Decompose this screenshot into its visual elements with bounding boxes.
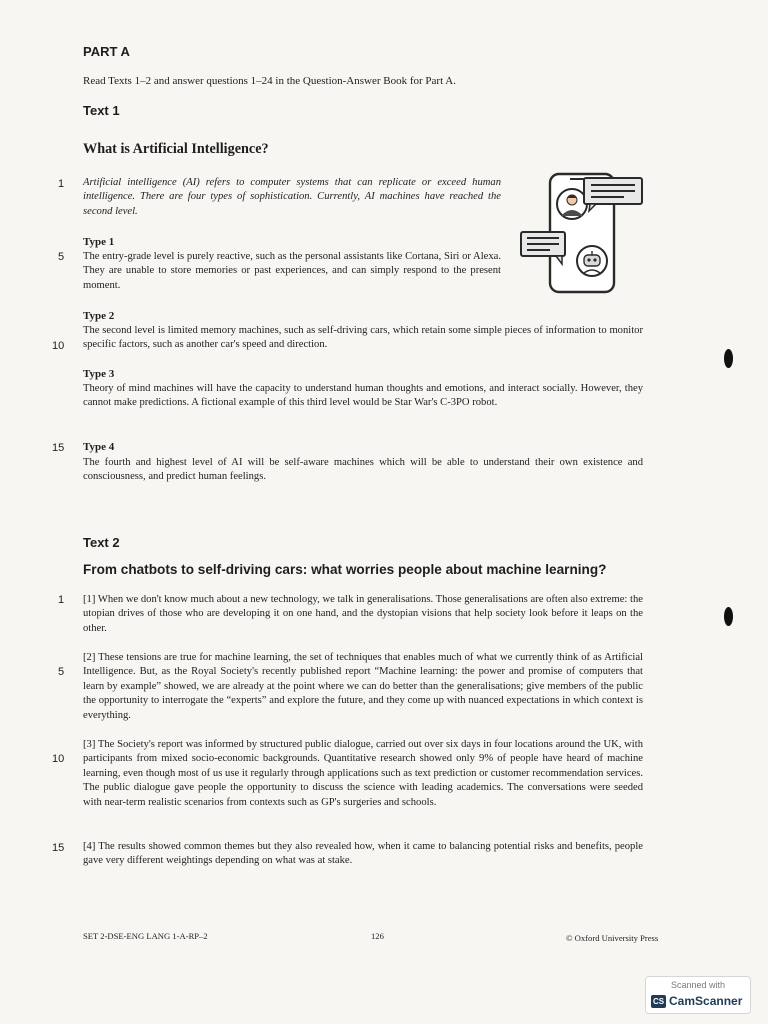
text2-line-number: 5 <box>58 666 65 678</box>
text2-paragraph-3: [3] The Society's report was informed by structured public dialogue, carried out over six days in four locations around the UK, with participants from mixed socio-economic backgrounds. Quantitative research showed only 9% of people have heard of machine learning, even though most of us use it regularly through applications such as text prediction or customer recommendation services. The public dialogue gave people the opportunity to discuss the science with leading academics. The conversations were seeded with near-term realistic scenarios from contexts such as GP's surgeries and schools. <box>83 739 643 808</box>
scanned-with-caption: Scanned with <box>670 980 726 990</box>
instructions: Read Texts 1–2 and answer questions 1–24 in the Question-Answer Book for Part A. <box>83 75 456 87</box>
type1-text: The entry-grade level is purely reactive, such as the personal assistants like Cortana, Siri or Alexa. They are unable to store memories or past experiences, and can simply respond to the present moment. <box>83 251 501 291</box>
punch-hole <box>724 607 733 626</box>
text2-paragraph-2: [2] These tensions are true for machine learning, the set of techniques that enables much of what we currently think of as Artificial Intelligence. But, as the Royal Society's recently published report “Machine learning: the power and promise of computers that learn by example” showed, we are already at the point where we can do better than the generalisations; give members of the public the opportunity to interrogate the “experts” and explore the future, and they come up with nuanced expectations in which context is everything. <box>83 652 643 721</box>
type3-label: Type 3 <box>83 368 115 380</box>
text2-line-number: 15 <box>52 842 65 854</box>
text1-label: Text 1 <box>83 103 120 118</box>
text1-line-number: 15 <box>52 442 65 454</box>
punch-hole <box>724 349 733 368</box>
type2-text: The second level is limited memory machines, such as self-driving cars, which retain some simple pieces of information to monitor specific factors, such as another car's speed and direction. <box>83 325 643 351</box>
text2-title: From chatbots to self-driving cars: what worries people about machine learning? <box>83 562 607 577</box>
type4-label: Type 4 <box>83 441 115 453</box>
footer-code: SET 2-DSE-ENG LANG 1-A-RP–2 <box>83 931 208 941</box>
text2-paragraph-4: [4] The results showed common themes but they also revealed how, when it came to balancing potential risks and benefits, people gave very different weightings depending on what was at stake. <box>83 841 643 867</box>
part-title: PART A <box>83 44 130 59</box>
text1-intro: Artificial intelligence (AI) refers to computer systems that can replicate or exceed human intelligence. There are four types of sophistication. Currently, AI machines have reached the second level. <box>83 177 501 217</box>
type2-label: Type 2 <box>83 310 115 322</box>
text2-line-number: 1 <box>58 594 65 606</box>
camscanner-brand: CamScanner <box>669 994 743 1008</box>
text2-paragraph-1: [1] When we don't know much about a new technology, we talk in generalisations. Those generalisations are often also extreme: the utopian drives of those who are developing it on one hand, and the dystopian visions that help society look before it leaps on the other. <box>83 594 643 634</box>
text1-line-number: 5 <box>58 251 65 263</box>
text2-label: Text 2 <box>83 535 120 550</box>
text1-line-number: 10 <box>52 340 65 352</box>
camscanner-badge <box>645 976 751 1014</box>
ai-chat-illustration <box>518 172 646 298</box>
type4-text: The fourth and highest level of AI will be self-aware machines which will be able to understand their own existence and consciousness, and predict human feelings. <box>83 457 643 483</box>
phone-chat-icon <box>518 172 646 298</box>
text1-line-number: 1 <box>58 178 65 190</box>
footer-page-number: 126 <box>371 931 384 941</box>
text2-line-number: 10 <box>52 753 65 765</box>
type1-label: Type 1 <box>83 236 115 248</box>
text1-title: What is Artificial Intelligence? <box>83 141 269 157</box>
camscanner-logo-icon: CS <box>652 997 665 1006</box>
type3-text: Theory of mind machines will have the capacity to understand human thoughts and emotions, and interact socially. However, they cannot make predictions. A fictional example of this third level would be Star War's C-3PO robot. <box>83 383 643 409</box>
footer-publisher: © Oxford University Press <box>566 933 659 943</box>
